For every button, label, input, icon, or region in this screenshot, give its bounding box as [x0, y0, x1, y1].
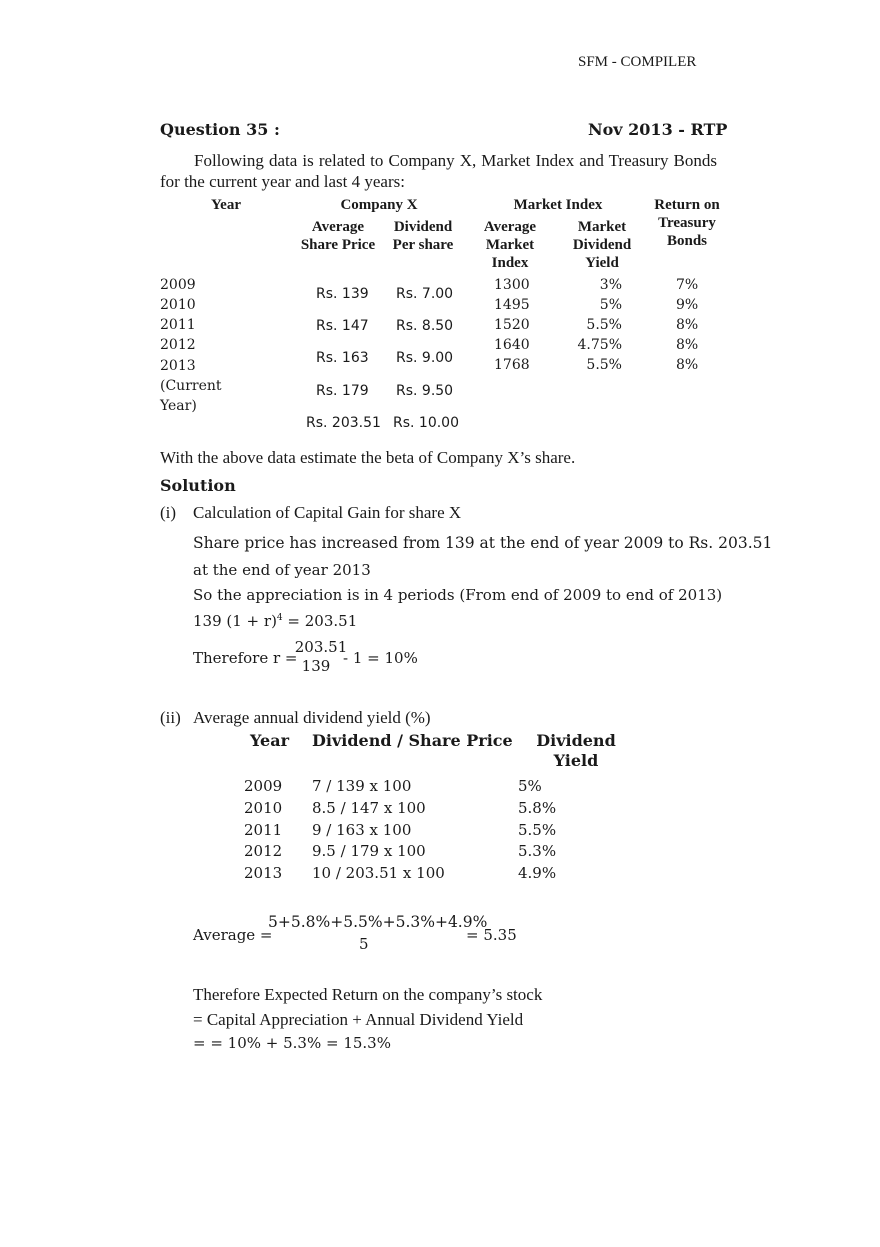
year-cell: 2013 (Current Year): [160, 358, 222, 414]
yield-row-year: 2010: [244, 799, 283, 817]
price-cell: Rs. 139: [316, 286, 369, 302]
treasury-return-cell: 9%: [676, 297, 699, 313]
dividend-cell: Rs. 8.50: [396, 318, 454, 334]
yield-row-calc: 8.5 / 147 x 100: [312, 799, 426, 817]
yield-row-calc: 9.5 / 179 x 100: [312, 842, 426, 860]
solution-heading: Solution: [160, 476, 236, 495]
treasury-return-cell: 8%: [676, 357, 699, 373]
dividend-cell: Rs. 10.00: [393, 415, 460, 431]
question-title: Question 35 :: [160, 120, 280, 139]
market-yield-cell: 4.75%: [577, 337, 622, 353]
fraction-numerator: 203.51: [294, 638, 348, 656]
solution-line: So the appreciation is in 4 periods (From end of 2009 to end of 2013): [193, 586, 723, 604]
market-yield-cell: 5%: [599, 297, 622, 313]
solution-line: at the end of year 2013: [193, 561, 371, 579]
year-cell: 2010: [160, 297, 196, 313]
market-yield-header: Market Dividend Yield: [572, 219, 632, 271]
yield-col-year: Year: [250, 731, 290, 750]
equation-exponent: 4: [276, 613, 283, 623]
question-ask: With the above data estimate the beta of Company X’s share.: [160, 448, 576, 467]
dividend-header: Dividend Per share: [392, 219, 454, 253]
average-numerator: 5+5.8%+5.5%+5.3%+4.9%: [268, 913, 488, 931]
price-cell: Rs. 163: [316, 350, 369, 366]
index-cell: 1495: [494, 297, 530, 313]
treasury-return-cell: 8%: [676, 337, 699, 353]
dividend-cell: Rs. 9.50: [396, 383, 454, 399]
yield-row-value: 5.8%: [518, 799, 557, 817]
market-group-header: Market Index: [513, 197, 603, 213]
dividend-cell: Rs. 9.00: [396, 350, 454, 366]
index-cell: 1768: [494, 357, 530, 373]
growth-equation: [193, 612, 357, 630]
part2-number: (ii): [160, 708, 181, 727]
yield-col-calc: Dividend / Share Price: [312, 731, 513, 750]
average-denominator: 5: [359, 935, 369, 953]
avg-index-header: Average Market Index: [483, 219, 537, 271]
year-cell: 2009: [160, 277, 196, 293]
fraction-tail: - 1 = 10%: [343, 649, 418, 667]
market-yield-cell: 5.5%: [586, 357, 622, 373]
average-label: Average =: [193, 926, 273, 944]
year-cell: 2012: [160, 337, 196, 353]
yield-row-value: 5%: [518, 777, 542, 795]
market-yield-cell: 3%: [599, 277, 622, 293]
yield-row-year: 2011: [244, 821, 283, 839]
index-cell: 1300: [494, 277, 530, 293]
yield-row-calc: 7 / 139 x 100: [312, 777, 412, 795]
yield-row-value: 5.5%: [518, 821, 557, 839]
conclusion-line: = Capital Appreciation + Annual Dividend Yield: [193, 1010, 524, 1029]
average-result: = 5.35: [466, 926, 517, 944]
equation-left: 139 (1 + r): [193, 612, 277, 630]
solution-line: Share price has increased from 139 at the end of year 2009 to Rs. 203.51: [193, 534, 773, 552]
index-cell: 1520: [494, 317, 530, 333]
running-header: SFM - COMPILER: [578, 54, 697, 70]
col-year-header: Year: [211, 197, 241, 213]
conclusion-line: Therefore Expected Return on the company’s stock: [193, 985, 543, 1004]
yield-row-year: 2013: [244, 864, 283, 882]
conclusion-line: = = 10% + 5.3% = 15.3%: [193, 1034, 391, 1052]
yield-row-year: 2012: [244, 842, 283, 860]
yield-row-value: 5.3%: [518, 842, 557, 860]
yield-row-calc: 10 / 203.51 x 100: [312, 864, 445, 882]
question-source: Nov 2013 - RTP: [588, 120, 728, 139]
price-cell: Rs. 147: [316, 318, 369, 334]
part2-title: Average annual dividend yield (%): [193, 708, 431, 727]
equation-right: = 203.51: [282, 612, 358, 630]
price-cell: Rs. 203.51: [306, 415, 381, 431]
index-cell: 1640: [494, 337, 530, 353]
dividend-cell: Rs. 7.00: [396, 286, 454, 302]
company-group-header: Company X: [340, 197, 418, 213]
year-cell: 2011: [160, 317, 196, 333]
treasury-return-cell: 7%: [676, 277, 699, 293]
price-cell: Rs. 179: [316, 383, 369, 399]
question-intro: Following data is related to Company X, Market Index and Treasury Bonds for the current year and last 4 years:: [160, 151, 717, 191]
yield-row-calc: 9 / 163 x 100: [312, 821, 412, 839]
therefore-label: Therefore r =: [193, 649, 298, 667]
avg-price-header: Average Share Price: [300, 219, 376, 253]
return-header: Return on Treasury Bonds: [654, 197, 720, 249]
yield-col-yield: Dividend Yield: [536, 731, 616, 770]
part1-title: Calculation of Capital Gain for share X: [193, 503, 462, 522]
part1-number: (i): [160, 503, 177, 522]
fraction-denominator: 139: [301, 657, 331, 675]
yield-row-value: 4.9%: [518, 864, 557, 882]
market-yield-cell: 5.5%: [586, 317, 622, 333]
yield-row-year: 2009: [244, 777, 283, 795]
treasury-return-cell: 8%: [676, 317, 699, 333]
